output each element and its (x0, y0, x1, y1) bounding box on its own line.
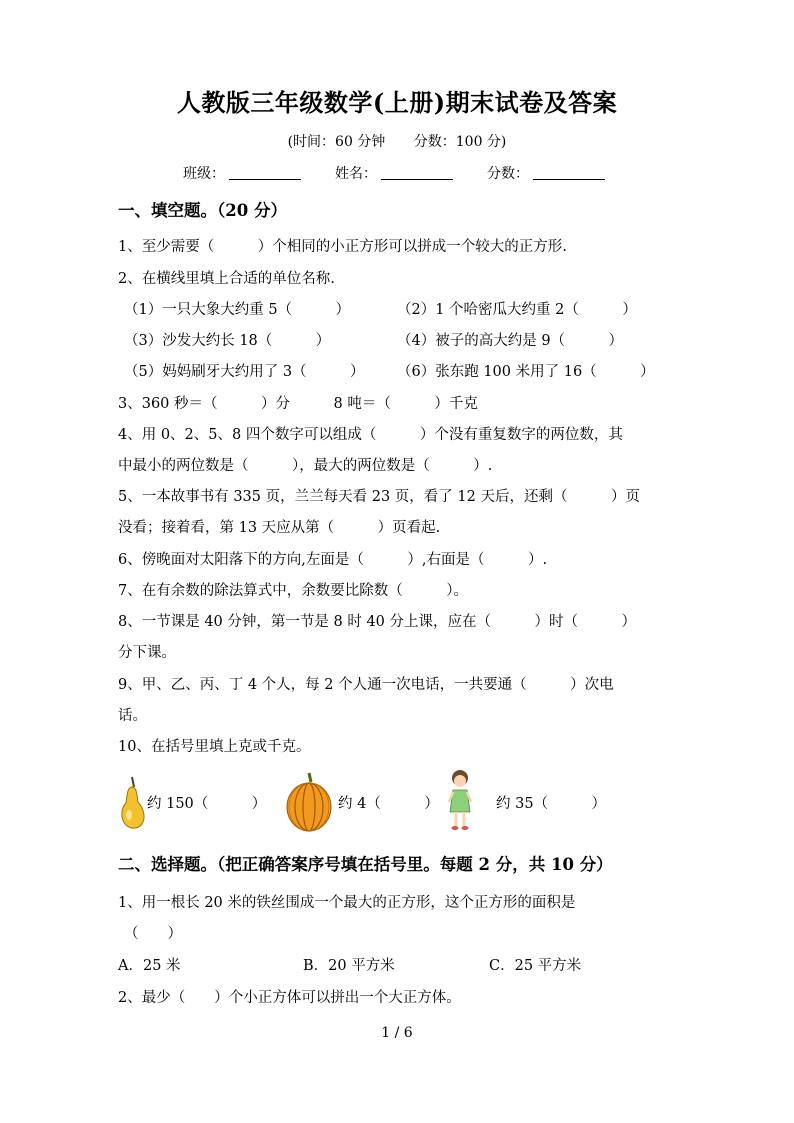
pear-icon (118, 775, 146, 830)
question-2-6: （6）张东跑 100 米用了 16（ ） (397, 364, 655, 380)
question-5-line1: 5、一本故事书有 335 页，兰兰每天看 23 页，看了 12 天后，还剩（ ）页 (118, 489, 640, 505)
pumpkin-answer: 约 4（ ） (338, 796, 439, 812)
section1-heading: 一、填空题。（20 分） (118, 201, 287, 220)
score-blank[interactable] (533, 163, 605, 180)
choice-1-option-b: B．20 平方米 (303, 958, 395, 974)
section2-heading: 二、选择题。（把正确答案序号填在括号里。每题 2 分，共 10 分） (118, 855, 613, 874)
name-blank[interactable] (381, 163, 453, 180)
score-info: 分数：100 分) (413, 134, 507, 150)
question-6: 6、傍晚面对太阳落下的方向,左面是（ ）,右面是（ ）. (118, 552, 548, 568)
question-9-line2: 话。 (118, 708, 147, 724)
page-title: 人教版三年级数学(上册)期末试卷及答案 (176, 88, 618, 117)
question-4-line2: 中最小的两位数是（ ），最大的两位数是（ ）. (118, 458, 493, 474)
question-5-line2: 没看；接着看，第 13 天应从第（ ）页看起. (118, 520, 441, 536)
choice-question-2: 2、最少（ ）个小正方体可以拼出一个大正方体。 (118, 990, 461, 1006)
choice-1-option-a: A．25 米 (118, 958, 181, 974)
question-4-line1: 4、用 0、2、5、8 四个数字可以组成（ ）个没有重复数字的两位数，其 (118, 427, 623, 443)
question-2-5: （5）妈妈刷牙大约用了 3（ ） (124, 364, 365, 380)
name-label: 姓名： (335, 166, 377, 182)
choice-question-1-line2: （ ） (124, 926, 182, 942)
question-2-3: （3）沙发大约长 18（ ） (124, 333, 331, 349)
question-1: 1、至少需要（ ）个相同的小正方形可以拼成一个较大的正方形. (118, 239, 567, 255)
student-info (183, 163, 639, 183)
page-number: 1 / 6 (381, 1025, 413, 1041)
question-2-4: （4）被子的高大约是 9（ ） (397, 333, 624, 349)
choice-question-1-line1: 1、用一根长 20 米的铁丝围成一个最大的正方形，这个正方形的面积是 (118, 895, 576, 911)
score-label: 分数： (487, 166, 529, 182)
question-7: 7、在有余数的除法算式中，余数要比除数（ ）。 (118, 583, 468, 599)
girl-answer: 约 35（ ） (496, 796, 607, 812)
time-info: (时间：60 分钟 (287, 134, 386, 150)
question-10: 10、在括号里填上克或千克。 (118, 739, 311, 755)
pear-answer: 约 150（ ） (147, 796, 267, 812)
question-8-line1: 8、一节课是 40 分钟，第一节是 8 时 40 分上课，应在（ ）时（ ） (118, 614, 637, 630)
question-3: 3、360 秒＝（ ）分 8 吨＝（ ）千克 (118, 396, 478, 412)
question-2: 2、在横线里填上合适的单位名称. (118, 271, 335, 287)
choice-1-option-c: C．25 平方米 (489, 958, 582, 974)
exam-meta (0, 131, 794, 151)
pumpkin-icon (285, 770, 333, 832)
question-9-line1: 9、甲、乙、丙、丁 4 个人，每 2 个人通一次电话，一共要通（ ）次电 (118, 677, 614, 693)
class-label: 班级： (183, 166, 225, 182)
girl-icon (446, 768, 474, 832)
question-2-1: （1）一只大象大约重 5（ ） (124, 302, 351, 318)
class-blank[interactable] (229, 163, 301, 180)
question-8-line2: 分下课。 (118, 645, 176, 661)
question-2-2: （2）1 个哈密瓜大约重 2（ ） (397, 302, 637, 318)
